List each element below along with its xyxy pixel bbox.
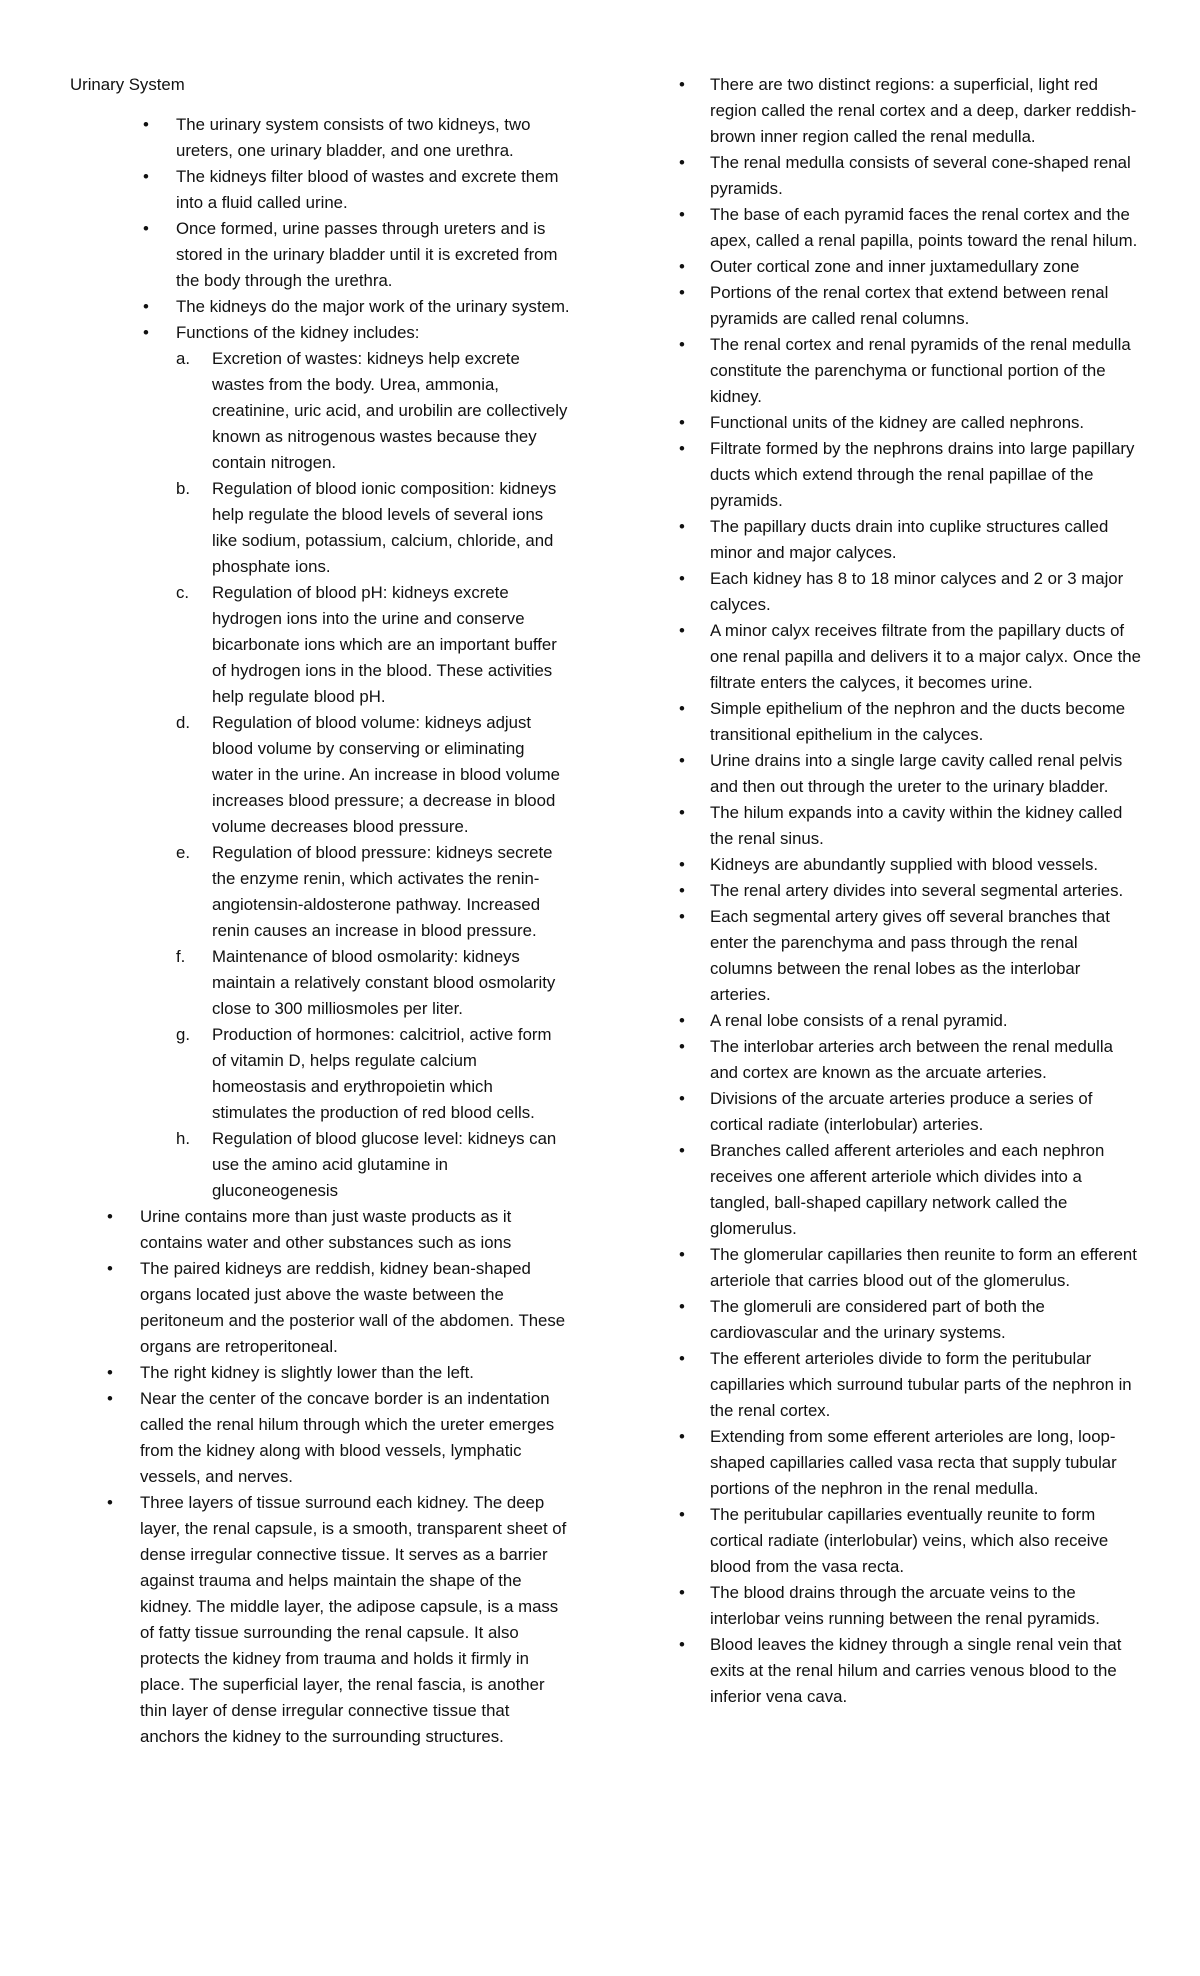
function-item bbox=[176, 476, 570, 580]
right-column bbox=[672, 72, 1142, 1710]
list-item bbox=[672, 1346, 1142, 1424]
list-item-text: A renal lobe consists of a renal pyramid. bbox=[710, 1011, 1008, 1030]
document-title: Urinary System bbox=[70, 75, 185, 94]
function-letter: g. bbox=[176, 1025, 190, 1044]
function-item bbox=[176, 1126, 570, 1204]
list-item-text: Each kidney has 8 to 18 minor calyces and 2 or 3 major calyces. bbox=[710, 569, 1124, 614]
function-letter: c. bbox=[176, 583, 190, 602]
list-item bbox=[672, 202, 1142, 254]
bullet-icon: • bbox=[143, 219, 149, 238]
bullet-icon: • bbox=[679, 1141, 685, 1160]
left-column bbox=[70, 72, 570, 1750]
function-text: Production of hormones: calcitriol, active form of vitamin D, helps regulate calcium homeostasis and erythropoietin which stimulates the production of red blood cells. bbox=[212, 1025, 552, 1122]
list-item-text: The interlobar arteries arch between the renal medulla and cortex are known as the arcuate arteries. bbox=[710, 1037, 1113, 1082]
function-letter: e. bbox=[176, 843, 190, 862]
bullet-icon: • bbox=[679, 517, 685, 536]
bullet-icon: • bbox=[107, 1389, 113, 1408]
list-item-text: The kidneys filter blood of wastes and excrete them into a fluid called urine. bbox=[176, 167, 559, 212]
list-item-text: Three layers of tissue surround each kidney. The deep layer, the renal capsule, is a smooth, transparent sheet of dense irregular connective tissue. It serves as a barrier against trauma and helps maintain the shape of the kidney. The middle layer, the adipose capsule, is a mass of fatty tissue surrounding the renal capsule. It also protects the kidney from trauma and holds it firmly in place. The superficial layer, the renal fascia, is another thin layer of dense irregular connective tissue that anchors the kidney to the surrounding structures. bbox=[140, 1493, 567, 1746]
list-item-text: The base of each pyramid faces the renal cortex and the apex, called a renal papilla, points toward the renal hilum. bbox=[710, 205, 1138, 250]
list-item-text: The renal artery divides into several segmental arteries. bbox=[710, 881, 1124, 900]
bullet-icon: • bbox=[679, 413, 685, 432]
list-item-text: Extending from some efferent arterioles are long, loop-shaped capillaries called vasa recta that supply tubular portions of the nephron in the renal medulla. bbox=[710, 1427, 1117, 1498]
list-item bbox=[672, 1138, 1142, 1242]
list-item-text: Simple epithelium of the nephron and the ducts become transitional epithelium in the calyces. bbox=[710, 699, 1126, 744]
bullet-icon: • bbox=[679, 855, 685, 874]
list-item-text: The renal medulla consists of several cone-shaped renal pyramids. bbox=[710, 153, 1131, 198]
bullet-icon: • bbox=[107, 1363, 113, 1382]
function-text: Regulation of blood pressure: kidneys secrete the enzyme renin, which activates the renin-angiotensin-aldosterone pathway. Increased renin causes an increase in blood pressure. bbox=[212, 843, 553, 940]
list-item bbox=[672, 1242, 1142, 1294]
list-item-text: The paired kidneys are reddish, kidney bean-shaped organs located just above the waste between the peritoneum and the posterior wall of the abdomen. These organs are retroperitoneal. bbox=[140, 1259, 566, 1356]
list-item bbox=[672, 72, 1142, 150]
list-item bbox=[672, 1086, 1142, 1138]
function-item bbox=[176, 840, 570, 944]
list-item bbox=[672, 748, 1142, 800]
list-item bbox=[70, 294, 570, 320]
list-item bbox=[70, 1204, 570, 1256]
list-item-text: Filtrate formed by the nephrons drains into large papillary ducts which extend through the renal papillae of the pyramids. bbox=[710, 439, 1135, 510]
list-item bbox=[672, 254, 1142, 280]
list-item bbox=[672, 1580, 1142, 1632]
list-item-text: Once formed, urine passes through ureters and is stored in the urinary bladder until it is excreted from the body through the urethra. bbox=[176, 219, 558, 290]
list-item bbox=[70, 1386, 570, 1490]
list-item bbox=[672, 1632, 1142, 1710]
list-item-text: Functional units of the kidney are called nephrons. bbox=[710, 413, 1085, 432]
list-item bbox=[70, 1360, 570, 1386]
list-item-text: The peritubular capillaries eventually reunite to form cortical radiate (interlobular) veins, which also receive blood from the vasa recta. bbox=[710, 1505, 1109, 1576]
list-item bbox=[70, 164, 570, 216]
function-text: Regulation of blood pH: kidneys excrete hydrogen ions into the urine and conserve bicarbonate ions which are an important buffer of hydrogen ions in the blood. These activities help regulate blood pH. bbox=[212, 583, 557, 706]
bullet-icon: • bbox=[679, 75, 685, 94]
list-item bbox=[672, 1294, 1142, 1346]
list-item bbox=[672, 150, 1142, 202]
bullet-icon: • bbox=[679, 1427, 685, 1446]
bullet-icon: • bbox=[679, 335, 685, 354]
bullet-icon: • bbox=[107, 1207, 113, 1226]
list-item-text: The papillary ducts drain into cuplike structures called minor and major calyces. bbox=[710, 517, 1109, 562]
list-item bbox=[70, 1490, 570, 1750]
bullet-icon: • bbox=[143, 323, 149, 342]
bullet-icon: • bbox=[679, 153, 685, 172]
outer-bullet-list bbox=[70, 1204, 570, 1750]
right-bullet-list bbox=[672, 72, 1142, 1710]
bullet-icon: • bbox=[143, 167, 149, 186]
list-item-text: A minor calyx receives filtrate from the papillary ducts of one renal papilla and delivers it to a major calyx. Once the filtrate enters the calyces, it becomes urine. bbox=[710, 621, 1141, 692]
list-item-text: The glomerular capillaries then reunite to form an efferent arteriole that carries blood out of the glomerulus. bbox=[710, 1245, 1137, 1290]
function-letter: d. bbox=[176, 713, 190, 732]
list-item bbox=[672, 1008, 1142, 1034]
bullet-icon: • bbox=[679, 1297, 685, 1316]
list-item-text: Near the center of the concave border is an indentation called the renal hilum through which the ureter emerges from the kidney along with blood vessels, lymphatic vessels, and nerves. bbox=[140, 1389, 555, 1486]
list-item bbox=[70, 320, 570, 1204]
bullet-icon: • bbox=[679, 569, 685, 588]
function-letter: h. bbox=[176, 1129, 190, 1148]
bullet-icon: • bbox=[679, 205, 685, 224]
list-item bbox=[672, 514, 1142, 566]
list-item-text: Outer cortical zone and inner juxtamedullary zone bbox=[710, 257, 1080, 276]
function-text: Regulation of blood volume: kidneys adjust blood volume by conserving or eliminating water in the urine. An increase in blood volume increases blood pressure; a decrease in blood volume decreases blood pressure. bbox=[212, 713, 560, 836]
bullet-icon: • bbox=[107, 1259, 113, 1278]
bullet-icon: • bbox=[679, 1349, 685, 1368]
list-item bbox=[672, 878, 1142, 904]
list-item bbox=[70, 216, 570, 294]
function-item bbox=[176, 710, 570, 840]
list-item bbox=[672, 280, 1142, 332]
bullet-icon: • bbox=[679, 1635, 685, 1654]
list-item-text: The right kidney is slightly lower than the left. bbox=[140, 1363, 474, 1382]
list-item-text: Each segmental artery gives off several branches that enter the parenchyma and pass through the renal columns between the renal lobes as the interlobar arteries. bbox=[710, 907, 1110, 1004]
bullet-icon: • bbox=[679, 1037, 685, 1056]
list-item-text: Urine drains into a single large cavity called renal pelvis and then out through the ureter to the urinary bladder. bbox=[710, 751, 1123, 796]
kidney-functions-list bbox=[176, 346, 570, 1204]
list-item bbox=[672, 904, 1142, 1008]
list-item bbox=[672, 696, 1142, 748]
function-text: Maintenance of blood osmolarity: kidneys maintain a relatively constant blood osmolarity close to 300 milliosmoles per liter. bbox=[212, 947, 556, 1018]
bullet-icon: • bbox=[679, 1505, 685, 1524]
function-text: Excretion of wastes: kidneys help excrete wastes from the body. Urea, ammonia, creatinine, uric acid, and urobilin are collectively known as nitrogenous wastes because they contain nitrogen. bbox=[212, 349, 568, 472]
bullet-icon: • bbox=[107, 1493, 113, 1512]
list-item-text: Divisions of the arcuate arteries produce a series of cortical radiate (interlobular) arteries. bbox=[710, 1089, 1093, 1134]
bullet-icon: • bbox=[679, 283, 685, 302]
list-item bbox=[70, 1256, 570, 1360]
list-item bbox=[672, 332, 1142, 410]
bullet-icon: • bbox=[679, 751, 685, 770]
bullet-icon: • bbox=[679, 621, 685, 640]
list-item-text: The efferent arterioles divide to form the peritubular capillaries which surround tubular parts of the nephron in the renal cortex. bbox=[710, 1349, 1132, 1420]
list-item bbox=[672, 800, 1142, 852]
list-item-text: Blood leaves the kidney through a single renal vein that exits at the renal hilum and carries venous blood to the inferior vena cava. bbox=[710, 1635, 1122, 1706]
list-item bbox=[672, 1424, 1142, 1502]
function-item bbox=[176, 1022, 570, 1126]
list-item-text: Urine contains more than just waste products as it contains water and other substances such as ions bbox=[140, 1207, 512, 1252]
bullet-icon: • bbox=[143, 115, 149, 134]
list-item-text: Functions of the kidney includes: bbox=[176, 323, 420, 342]
intro-bullet-list bbox=[70, 112, 570, 1204]
list-item-text: The urinary system consists of two kidneys, two ureters, one urinary bladder, and one urethra. bbox=[176, 115, 531, 160]
function-item bbox=[176, 580, 570, 710]
bullet-icon: • bbox=[679, 1011, 685, 1030]
bullet-icon: • bbox=[679, 803, 685, 822]
list-item-text: Branches called afferent arterioles and each nephron receives one afferent arteriole which divides into a tangled, ball-shaped capillary network called the glomerulus. bbox=[710, 1141, 1105, 1238]
function-item bbox=[176, 346, 570, 476]
list-item-text: The renal cortex and renal pyramids of the renal medulla constitute the parenchyma or functional portion of the kidney. bbox=[710, 335, 1131, 406]
list-item bbox=[70, 112, 570, 164]
function-text: Regulation of blood ionic composition: kidneys help regulate the blood levels of several ions like sodium, potassium, calcium, chloride, and phosphate ions. bbox=[212, 479, 557, 576]
function-letter: f. bbox=[176, 947, 186, 966]
function-text: Regulation of blood glucose level: kidneys can use the amino acid glutamine in gluconeogenesis bbox=[212, 1129, 557, 1200]
bullet-icon: • bbox=[679, 257, 685, 276]
list-item bbox=[672, 410, 1142, 436]
bullet-icon: • bbox=[679, 1245, 685, 1264]
bullet-icon: • bbox=[679, 881, 685, 900]
bullet-icon: • bbox=[679, 907, 685, 926]
list-item bbox=[672, 436, 1142, 514]
list-item bbox=[672, 566, 1142, 618]
list-item bbox=[672, 1502, 1142, 1580]
list-item bbox=[672, 1034, 1142, 1086]
list-item-text: Portions of the renal cortex that extend between renal pyramids are called renal columns. bbox=[710, 283, 1109, 328]
bullet-icon: • bbox=[679, 1583, 685, 1602]
list-item-text: Kidneys are abundantly supplied with blood vessels. bbox=[710, 855, 1099, 874]
list-item-text: The blood drains through the arcuate veins to the interlobar veins running between the renal pyramids. bbox=[710, 1583, 1100, 1628]
bullet-icon: • bbox=[679, 439, 685, 458]
list-item bbox=[672, 618, 1142, 696]
function-letter: a. bbox=[176, 349, 190, 368]
list-item-text: The kidneys do the major work of the urinary system. bbox=[176, 297, 570, 316]
bullet-icon: • bbox=[679, 1089, 685, 1108]
list-item-text: There are two distinct regions: a superficial, light red region called the renal cortex and a deep, darker reddish-brown inner region called the renal medulla. bbox=[710, 75, 1137, 146]
function-item bbox=[176, 944, 570, 1022]
list-item-text: The hilum expands into a cavity within the kidney called the renal sinus. bbox=[710, 803, 1123, 848]
bullet-icon: • bbox=[679, 699, 685, 718]
list-item bbox=[672, 852, 1142, 878]
function-letter: b. bbox=[176, 479, 190, 498]
bullet-icon: • bbox=[143, 297, 149, 316]
list-item-text: The glomeruli are considered part of both the cardiovascular and the urinary systems. bbox=[710, 1297, 1045, 1342]
